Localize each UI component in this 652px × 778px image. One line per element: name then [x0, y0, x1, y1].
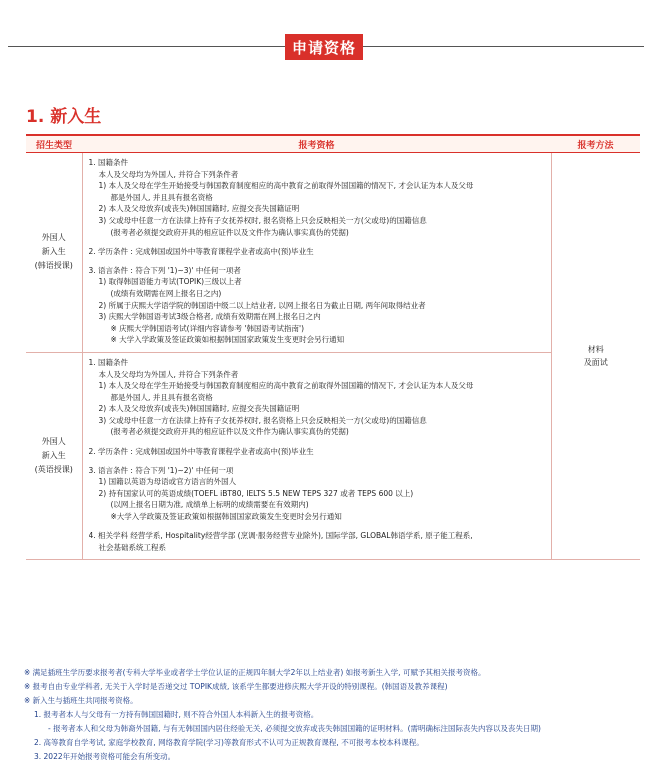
line-spacer: [89, 438, 549, 446]
method-line: 及面试: [583, 358, 608, 368]
requirement-line: (以网上报名日期为准, 成绩单上标明的成绩需要在有效期内): [110, 500, 309, 510]
requirement-line: 3. 语言条件 : 符合下列 '1)~2)' 中任何一项: [88, 465, 234, 475]
method-cell: [551, 153, 640, 560]
requirement-line: 3) 庆熙大学韩国语考试3级合格者, 成绩有效期需在网上报名日之内: [98, 312, 321, 322]
requirement-line: 1) 国籍以英语为母语或官方语言的外国人: [98, 477, 237, 487]
admission-table: [26, 134, 640, 560]
category-line: 外国人: [41, 233, 66, 243]
requirement-line: 2) 本人及父母放弃(或丧失)韩国国籍时, 应提交丧失国籍证明: [98, 404, 300, 414]
requirement-line: (报考者必须提交政府开具的相应证件以及文件作为确认事实真伪的凭据): [110, 427, 349, 437]
requirement-line: 2) 所属于庆熙大学语学院的韩国语中级二以上结业者, 以网上报名日为截止日期, 两年间取得结业者: [98, 300, 426, 310]
line-spacer: [89, 457, 549, 465]
qualification-korean-cell: [82, 153, 551, 353]
requirement-line: 2) 本人及父母放弃(或丧失)韩国国籍时, 应提交丧失国籍证明: [98, 204, 300, 214]
requirement-line: 社会基础系统工程系: [98, 542, 166, 552]
notes-section: [24, 666, 644, 764]
header-method: 报考方法: [551, 135, 640, 153]
line-spacer: [89, 523, 549, 531]
requirement-line: 3) 父或母中任意一方在法律上持有子女抚养权时, 报名资格上只会反映相关一方(父或母)的国籍信息: [98, 215, 427, 225]
requirement-line: 本人及父母均为外国人, 并符合下列条件者: [98, 369, 239, 379]
requirement-line: 都是外国人, 并且具有报名资格: [110, 192, 213, 202]
category-line: (英语授课): [34, 465, 73, 475]
requirement-line: 都是外国人, 并且具有报名资格: [110, 392, 213, 402]
note-line: 3. 2022年开始报考资格可能会有所变动。: [34, 752, 176, 761]
note-line: - 报考者本人和父母为韩裔外国籍, 与有无韩国国内居住经验无关, 必须提交放弃或丧失韩国国籍的证明材料。(需明确标注国际丧失内容以及丧失日期): [48, 724, 541, 733]
category-line: (韩语授课): [34, 261, 73, 271]
line-spacer: [89, 257, 549, 265]
requirement-line: (成绩有效期需在网上报名日之内): [110, 288, 222, 298]
method-line: 材料: [587, 345, 604, 355]
requirement-line: 1. 国籍条件: [88, 357, 129, 367]
header-qualification: 报考资格: [82, 135, 551, 153]
requirement-line: 本人及父母均为外国人, 并符合下列条件者: [98, 169, 239, 179]
table-row: [26, 352, 640, 559]
line-spacer: [89, 238, 549, 246]
category-line: 外国人: [41, 437, 66, 447]
note-line: 2. 高等教育自学考试, 家庭学校教育, 网络教育学院(学习)等教育形式不认可为正规教育课程, 不可报考本校本科课程。: [34, 738, 424, 747]
category-line: 新入生: [41, 451, 66, 461]
note-line: ※ 新入生与插班生共同报考资格。: [24, 696, 138, 705]
requirement-line: ※大学入学政策及签证政策如根据韩国国家政策发生变更时会另行通知: [110, 512, 342, 522]
page-title-banner: 申请资格: [285, 34, 363, 60]
requirement-line: 1) 取得韩国语能力考试(TOPIK)三级以上者: [98, 277, 242, 287]
qualification-english-cell: [82, 352, 551, 559]
requirement-line: 3) 父或母中任意一方在法律上持有子女抚养权时, 报名资格上只会反映相关一方(父或母)的国籍信息: [98, 415, 427, 425]
requirement-line: 1) 本人及父母在学生开始接受与韩国教育制度相应的高中教育之前取得外国国籍的情况下, 才会认证为本人及父母: [98, 381, 474, 391]
requirement-line: 1. 国籍条件: [88, 158, 129, 167]
requirement-line: 2) 持有国家认可的英语成绩(TOEFL iBT80, IELTS 5.5 NEW TEPS 327 或者 TEPS 600 以上): [98, 488, 414, 498]
category-line: 新入生: [41, 247, 66, 257]
header-category: 招生类型: [26, 135, 82, 153]
category-english-cell: [26, 352, 82, 559]
table-header-row: [26, 135, 640, 153]
note-line: ※ 满足插班生学历要求报考者(专科大学毕业或者学士学位认证的正规四年制大学2年以上结业者) 如报考新生入学, 可赋予其相关报考资格。: [24, 668, 486, 677]
requirement-line: 4. 相关学科 经营学系, Hospitality经营学部 (烹调·服务经营专业除外), 国际学部, GLOBAL韩语学系, 原子能工程系,: [88, 531, 473, 541]
category-korean-cell: [26, 153, 82, 353]
table-row: [26, 153, 640, 353]
note-line: 1. 报考者本人与父母有一方持有韩国国籍时, 则不符合外国人本科新入生的报考资格。: [34, 710, 319, 719]
requirement-line: ※ 庆熙大学韩国语考试(详细内容请参考 '韩国语考试指南'): [110, 323, 305, 333]
note-line: ※ 报考自由专业学科者, 无关于入学时是否递交过 TOPIK成绩, 该系学生都要进修庆熙大学开设的特别课程。(韩国语及教养课程): [24, 682, 448, 691]
requirement-line: 3. 语言条件 : 符合下列 '1)~3)' 中任何一项者: [88, 265, 241, 275]
requirement-line: 2. 学历条件 : 完成韩国或国外中等教育课程学业者或高中(预)毕业生: [88, 246, 314, 256]
requirement-line: ※ 大学入学政策及签证政策如根据韩国国家政策发生变更时会另行通知: [110, 335, 345, 345]
requirement-line: 1) 本人及父母在学生开始接受与韩国教育制度相应的高中教育之前取得外国国籍的情况下, 才会认证为本人及父母: [98, 181, 474, 191]
section-title: 1. 新入生: [26, 107, 102, 127]
requirement-line: 2. 学历条件 : 完成韩国或国外中等教育课程学业者或高中(预)毕业生: [88, 446, 314, 456]
requirement-line: (报考者必须提交政府开具的相应证件以及文件作为确认事实真伪的凭据): [110, 227, 349, 237]
